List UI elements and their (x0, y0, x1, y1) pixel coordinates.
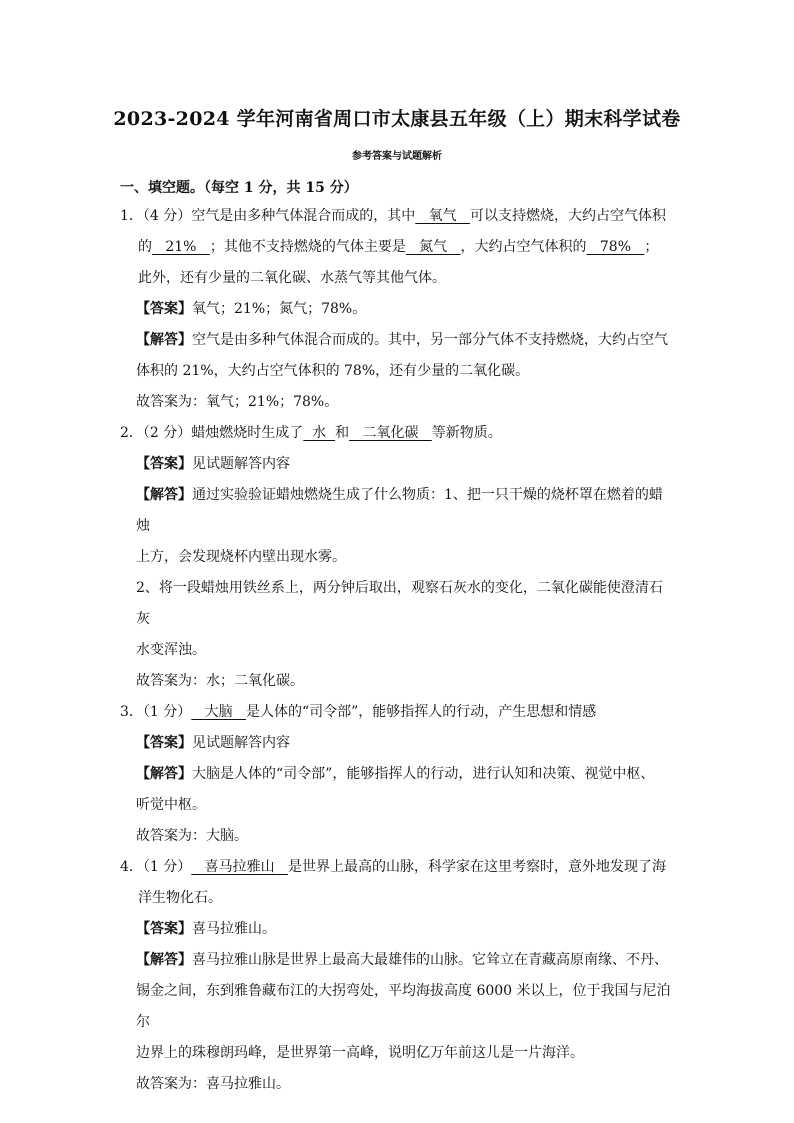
question-text-part: 等新物质。 (431, 425, 502, 441)
answer-line (120, 914, 676, 945)
explanation-text: 喜马拉雅山脉是世界上最高大最雄伟的山脉。它耸立在青藏高原南缘、不丹、 (192, 952, 668, 968)
question-number: 1． (120, 208, 143, 224)
question-text (120, 852, 676, 883)
answer-blank: 78% (586, 239, 645, 255)
explanation-text: 上方，会发现烧杯内壁出现水雾。 (136, 549, 346, 565)
explanation-tag: 【解答】 (136, 332, 192, 348)
question-number: 3． (120, 704, 143, 720)
explanation-line (120, 945, 676, 976)
explanation-tag: 【解答】 (136, 952, 192, 968)
final-answer: 故答案为：喜马拉雅山。 (136, 1076, 290, 1092)
explanation-text: 大脑是人体的“司令部”，能够指挥人的行动，进行认知和决策、视觉中枢、 (192, 766, 655, 782)
explanation-line (120, 480, 676, 542)
question-text-part: 蜡烛燃烧时生成了 (191, 425, 304, 441)
question-text: 此外，还有少量的二氧化碳、水蒸气等其他气体。 (138, 270, 446, 286)
answer-text: 氧气；21%；氮气；78%。 (192, 301, 367, 317)
question-text-part: ，大约占空气体积的 (460, 239, 587, 255)
final-answer: 故答案为：水；二氧化碳。 (136, 673, 304, 689)
final-answer: 故答案为：氧气；21%；78%。 (136, 394, 339, 410)
answer-blank: 水 (303, 425, 336, 441)
question-text (120, 232, 676, 263)
answer-tag: 【答案】 (136, 735, 192, 751)
explanation-line (120, 325, 676, 356)
question-text-part: ；其他不支持燃烧的气体主要是 (209, 239, 406, 255)
question-1 (120, 201, 676, 418)
explanation-text: 2、将一段蜡烛用铁丝系上，两分钟后取出，观察石灰水的变化，二氧化碳能使澄清石灰 (136, 580, 663, 627)
question-text-part: 和 (335, 425, 350, 441)
answer-line (120, 728, 676, 759)
answer-tag: 【答案】 (136, 456, 192, 472)
answer-text: 见试题解答内容 (192, 456, 290, 472)
answer-line (120, 449, 676, 480)
answer-blank: 喜马拉雅山 (191, 859, 288, 875)
question-text (120, 201, 676, 232)
question-text: 洋生物化石。 (138, 890, 222, 906)
question-text-part: 是人体的“司令部”，能够指挥人的行动，产生思想和情感 (245, 704, 597, 720)
answer-line (120, 294, 676, 325)
questions-list (120, 201, 676, 1100)
question-4 (120, 852, 676, 1100)
answer-blank: 大脑 (191, 704, 246, 720)
explanation-text: 锡金之间，东到雅鲁藏布江的大拐弯处，平均海拔高度 6000 米以上，位于我国与尼泊尔 (136, 983, 671, 1030)
answer-blank: 氮气 (405, 239, 461, 255)
question-number: 2． (120, 425, 143, 441)
explanation-text: 听觉中枢。 (136, 797, 206, 813)
answer-blank: 21% (152, 239, 210, 255)
question-2 (120, 418, 676, 697)
final-answer: 故答案为：大脑。 (136, 828, 248, 844)
question-3 (120, 697, 676, 852)
answer-blank: 氧气 (415, 208, 470, 224)
explanation-tag: 【解答】 (136, 766, 192, 782)
answer-text: 喜马拉雅山。 (192, 921, 276, 937)
question-text (120, 697, 676, 728)
question-points: （2 分） (142, 425, 192, 441)
question-points: （1 分） (142, 859, 192, 875)
section-heading: 一、填空题。（每空 1 分，共 15 分） (120, 180, 358, 196)
explanation-tag: 【解答】 (136, 487, 192, 503)
question-text-part: ； (644, 239, 659, 255)
question-points: （4 分） (142, 208, 192, 224)
page-subtitle: 参考答案与试题解析 (352, 151, 442, 162)
question-points: （1 分） (142, 704, 192, 720)
answer-tag: 【答案】 (136, 301, 192, 317)
page-title: 2023-2024 学年河南省周口市太康县五年级（上）期末科学试卷 (113, 108, 681, 130)
question-text-part: 是世界上最高的山脉，科学家在这里考察时，意外地发现了海 (287, 859, 666, 875)
explanation-text: 通过实验验证蜡烛燃烧生成了什么物质：1、把一只干燥的烧杯罩在燃着的蜡烛 (136, 487, 663, 534)
question-number: 4． (120, 859, 143, 875)
explanation-text: 体积的 21%，大约占空气体积的 78%，还有少量的二氧化碳。 (136, 363, 530, 379)
answer-tag: 【答案】 (136, 921, 192, 937)
answer-text: 见试题解答内容 (192, 735, 290, 751)
explanation-text: 水变浑浊。 (136, 642, 206, 658)
question-text (120, 418, 676, 449)
explanation-text: 空气是由多种气体混合而成的。其中，另一部分气体不支持燃烧，大约占空气 (192, 332, 668, 348)
explanation-line (120, 759, 676, 790)
question-text-part: 空气是由多种气体混合而成的，其中 (191, 208, 416, 224)
question-text-part: 的 (138, 239, 152, 255)
answer-blank: 二氧化碳 (349, 425, 432, 441)
question-text-part: 可以支持燃烧，大约占空气体积 (469, 208, 666, 224)
explanation-text: 边界上的珠穆朗玛峰，是世界第一高峰，说明亿万年前这儿是一片海洋。 (136, 1045, 584, 1061)
